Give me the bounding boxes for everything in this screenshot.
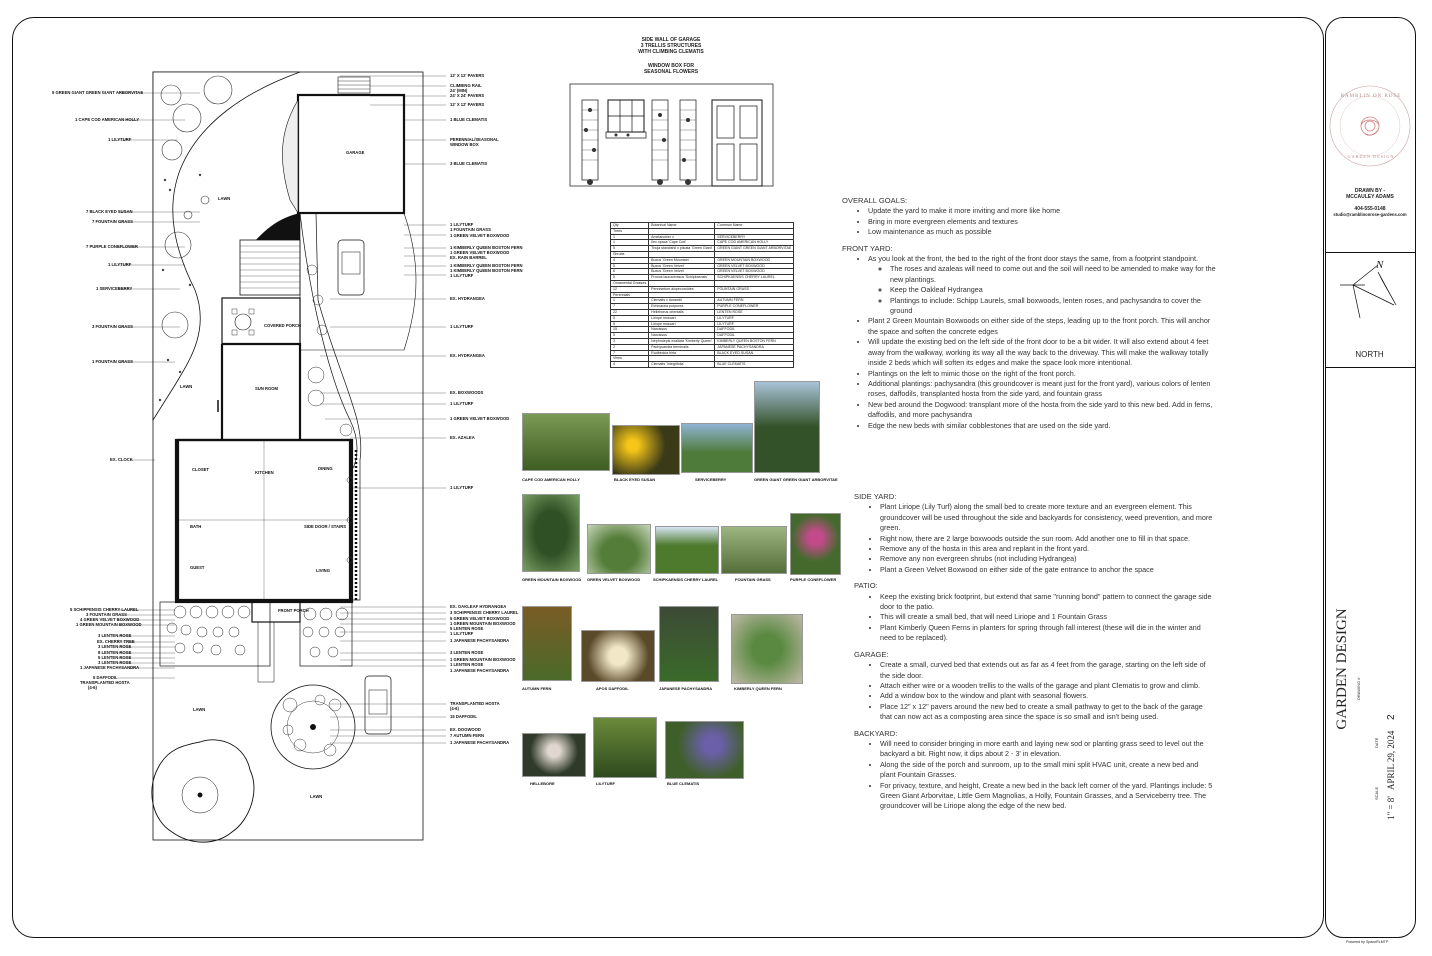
photo-fountain-grass — [721, 526, 787, 574]
plant-label: 1 LILYTURF — [450, 485, 474, 490]
window-box-label — [626, 63, 716, 75]
photo-label: GREEN VELVET BOXWOOD — [587, 577, 641, 582]
side-yard-list — [854, 502, 1214, 575]
plant-label: 1 GREEN VELVET BOXWOOD — [450, 233, 510, 238]
plant-label: WINDOW BOX — [450, 142, 479, 147]
table-cell: Pennisetum alopecuroides — [649, 286, 715, 292]
table-cell: FOUNTAIN GRASS — [715, 286, 794, 292]
photo-cherry-laurel — [655, 526, 719, 574]
window-box-label-line: WINDOW BOX FOR — [647, 63, 695, 69]
photo-label: GREEN GIANT GREEN GIANT ARBORVITAE — [754, 477, 838, 482]
overall-goals-list — [842, 206, 1222, 237]
photo-black-eyed-susan — [612, 425, 680, 475]
section-title: OVERALL GOALS: — [842, 196, 908, 205]
table-cell: DAFFODIL — [715, 327, 794, 333]
plant-label: 1 LENTEN ROSE — [450, 662, 484, 667]
photo-label: BLACK EYED SUSAN — [614, 477, 656, 482]
list-item: • Additional plantings: pachysandra (this groundcover is meant just for the front yard), various colors of lenten roses, daffodils, transplanted hosta from the side yard, and fountain grass — [868, 379, 1222, 400]
front-shrubs — [167, 606, 348, 657]
side-boxwoods — [307, 265, 353, 563]
section-title: GARAGE: — [854, 649, 889, 659]
front-walkway — [258, 622, 274, 682]
window-box-label-line: SEASONAL FLOWERS — [643, 69, 699, 75]
table-cell: 4 — [611, 257, 649, 263]
table-cell: DAFFODIL — [715, 333, 794, 339]
plant-label: 1 SERVICEBERRY — [96, 286, 133, 291]
photo-green-mountain-boxwood — [522, 494, 580, 572]
photo-daffodil — [581, 630, 655, 682]
table-cell: 2 — [611, 344, 649, 350]
photo-pachysandra — [659, 606, 719, 682]
area-sun-room: SUN ROOM — [255, 386, 279, 391]
plant-label: EX. BOXWOODS — [450, 390, 484, 395]
table-cell: Liriope muscari — [649, 315, 715, 321]
photo-blue-clematis — [665, 721, 744, 779]
area-guest: GUEST — [190, 565, 205, 570]
plant-label: EX. HYDRANGEA — [450, 353, 485, 358]
photo-holly — [522, 413, 610, 471]
plant-label: 1 LILYTURF — [450, 631, 474, 636]
scale-value: 1" = 8' — [1386, 796, 1396, 820]
plant-label: 3 LENTEN ROSE — [98, 644, 132, 649]
photo-serviceberry — [681, 423, 753, 473]
list-item: • Plantings on the left to mimic those on the right of the front porch. — [868, 369, 1222, 379]
table-cell: BLUE CLEMATIS — [715, 362, 794, 368]
list-item: • New bed around the Dogwood: transplant more of the hosta from the side yard to this new bed. Add in ferns, daffodils, and more pachysandra — [868, 400, 1222, 421]
plant-label: CLIMBING RAIL — [450, 83, 482, 88]
area-living: LIVING — [316, 568, 330, 573]
table-cell: Amelanchier x — [649, 234, 715, 240]
list-item: • Low maintenance as much as possible — [868, 227, 1222, 237]
table-cell: 7 — [611, 350, 649, 356]
table-cell: Narcissus — [649, 327, 715, 333]
table-cell: 15 — [611, 327, 649, 333]
table-cell: 12 — [611, 286, 649, 292]
photo-label: CAPE COD AMERICAN HOLLY — [522, 477, 580, 482]
section-title: PATIO: — [854, 581, 878, 591]
plant-label: EX. CHERRY TREE — [97, 639, 135, 644]
plant-label: 5 GREEN GIANT GREEN GIANT ARBORVITAE — [52, 90, 144, 95]
table-cell: Ornamental Grasses — [611, 280, 649, 286]
plant-label: PERENNIAL/SEASONAL — [450, 137, 499, 142]
plant-label: 1 JAPANESE PACHYSANDRA — [80, 665, 140, 670]
contact-email: studio@ramblinonrose-gardens.com — [1333, 212, 1407, 217]
table-cell: CAPE COD AMERICAN HOLLY — [715, 240, 794, 246]
plant-label: 1 LILYTURF — [108, 262, 132, 267]
table-cell: GREEN MOUNTAIN BOXWOOD — [715, 257, 794, 263]
date-value: APRIL 29, 2024 — [1386, 730, 1396, 790]
table-cell: Nephrolepis exaltata 'Kimberly Queen' — [649, 338, 715, 344]
logo-line: RAMBLIN ON ROSE — [1340, 94, 1402, 99]
plant-label: EX. HYDRANGEA — [450, 296, 485, 301]
list-item: • Add a window box to the window and plant with seasonal flowers. — [880, 691, 1214, 701]
table-cell: 5 — [611, 263, 649, 269]
plant-label: 1 KIMBERLY QUEEN BOSTON FERN — [450, 268, 523, 273]
table-cell: 1 — [611, 240, 649, 246]
photo-label: HELLEBORE — [530, 781, 555, 786]
list-item: • Along the side of the porch and sunroom, up to the small mini split HVAC unit, create a new bed and plant Fountain Grasses. — [880, 760, 1214, 781]
table-cell: 6 — [611, 269, 649, 275]
table-cell: Buxus 'Green Mountain' — [649, 257, 715, 263]
table-cell: JAPANESE PACHYSANDRA — [715, 344, 794, 350]
table-cell: Ilex opaca 'Cape Cod' — [649, 240, 715, 246]
list-item: • Edge the new beds with similar cobblestones that are used on the side yard. — [868, 421, 1222, 431]
area-lawn: LAWN — [193, 707, 206, 712]
elevation-title-line: SIDE WALL OF GARAGE — [641, 37, 701, 43]
date-label: DATE — [1374, 737, 1379, 748]
table-cell: 4 — [611, 362, 649, 368]
table-cell: Buxus 'Green Velvet' — [649, 269, 715, 275]
plant-label: 1 JAPANESE PACHYSANDRA — [450, 740, 510, 745]
list-item: • Place 12" x 12" pavers around the new bed to create a small pathway to get to the back of the garage that can now act as a composting area since the space is so small and isn't being used. — [880, 702, 1214, 723]
photo-label: APOS DAFFODIL — [596, 686, 629, 691]
list-item: • Remove any of the hosta in this area and replant in the front yard. — [880, 544, 1214, 554]
plant-label: EX. OAKLEAF HYDRANGEA — [450, 604, 507, 609]
photo-label: LILYTURF — [596, 781, 615, 786]
plant-label: 1 CAPE COD AMERICAN HOLLY — [75, 117, 140, 122]
area-garage: GARAGE — [346, 150, 365, 155]
table-cell: 1 — [611, 298, 649, 304]
table-cell: Prunus laurocerasus 'Schipkaensis' — [649, 275, 715, 281]
photo-lilyturf — [593, 717, 657, 778]
table-cell: LILYTURF — [715, 321, 794, 327]
area-lawn: LAWN — [180, 384, 193, 389]
list-item: • Remove any non evergreen shrubs (not including Hydrangea) — [880, 554, 1214, 564]
plant-label: 8 LENTEN ROSE — [98, 650, 132, 655]
plant-label: TRANSPLANTED HOSTA — [80, 680, 130, 685]
plant-label: 7 AUTUMN FERN — [450, 733, 485, 738]
brick-patio — [240, 240, 300, 295]
table-cell: AUTUMN FERN — [715, 298, 794, 304]
section-title: FRONT YARD: — [842, 243, 893, 253]
list-item: • Keep the existing brick footprint, but extend that same "running bond" pattern to connect the garage side door to the patio. — [880, 592, 1214, 613]
plant-label: EX. CLOCK — [110, 457, 133, 462]
photo-purple-coneflower — [790, 513, 841, 575]
logo-line: GARDEN DESIGN — [1347, 154, 1395, 159]
photo-label: JAPANESE PACHYSANDRA — [659, 686, 713, 691]
contact-phone: 404-555-0148 — [1354, 206, 1386, 212]
plant-label: 1 GREEN MOUNTAIN BOXWOOD — [450, 657, 516, 662]
patio-table — [235, 314, 251, 330]
table-cell: Rudbeckia hirta — [649, 350, 715, 356]
table-cell: Common Name — [715, 223, 794, 229]
table-cell: 1 — [611, 234, 649, 240]
list-item: • Will update the existing bed on the left side of the front door to be a bit wider. It will also extend about 4 feet away from the walkway, working its way all the way back to the driveway. This will make the walkway totally inside 2 beds which will soften its edges and make the space look more intentional. — [868, 337, 1222, 368]
photo-label: BLUE CLEMATIS — [667, 781, 700, 786]
plant-label: 3 FOUNTAIN GRASS — [92, 324, 133, 329]
photo-label: KIMBERLY QUEEN FERN — [734, 686, 782, 691]
table-cell: 5 — [611, 315, 649, 321]
table-cell: Pachysandra terminalis — [649, 344, 715, 350]
table-cell: Vines — [611, 356, 649, 362]
list-item: ◦ The roses and azaleas will need to come out and the soil will need to be amended to make way for the new plantings. — [890, 264, 1222, 285]
table-cell: Clematis x durandii — [649, 298, 715, 304]
plant-label: 24' (MIN) — [450, 88, 468, 93]
table-cell: Clematis 'Integrifolia' — [649, 362, 715, 368]
logo-text — [1338, 94, 1404, 99]
north-letter: N — [1376, 259, 1384, 271]
table-cell: 7 — [611, 304, 649, 310]
plant-label: TRANSPLANTED HOSTA — [450, 701, 500, 706]
table-cell: GREEN GIANT GREEN GIANT ARBORVITAE — [715, 246, 794, 252]
table-cell: GREEN VELVET BOXWOOD — [715, 269, 794, 275]
table-cell: Thuja standishii x plicata 'Green Giant' — [649, 246, 715, 252]
table-cell: KIMBERLY QUEEN BOSTON FERN — [715, 338, 794, 344]
design-notes-lower — [854, 492, 1214, 818]
photo-label: PURPLE CONEFLOWER — [790, 577, 837, 582]
elevation-title — [626, 37, 716, 55]
plant-label: 1 LILYTURF — [450, 273, 474, 278]
area-dining: DINING — [318, 466, 333, 471]
garage-elevation — [570, 84, 773, 186]
table-cell: Perennials — [611, 292, 649, 298]
table-cell: SERVICEBERRY — [715, 234, 794, 240]
plant-label: 5 LENTEN ROSE — [98, 655, 132, 660]
table-cell: LILYTURF — [715, 315, 794, 321]
drawn-by-label: DRAWN BY - — [1354, 188, 1386, 194]
list-item: ◦ Keep the Oakleaf Hydrangea — [890, 285, 1222, 295]
plant-label: 3 BLUE CLEMATIS — [450, 161, 488, 166]
section-title: BACKYARD: — [854, 728, 898, 738]
plant-label: 3 LENTEN ROSE — [98, 660, 132, 665]
plant-label: (4-6) — [450, 706, 459, 711]
plant-label: EX. RAIN BARREL — [450, 255, 487, 260]
plant-label: 5 DAFFODIL — [93, 675, 118, 680]
plant-label: 1 LILYTURF — [450, 324, 474, 329]
plant-label: 5 SCHIPPENSIS CHERRY LAUREL — [70, 607, 139, 612]
list-item: • Update the yard to make it more inviting and more like home — [868, 206, 1222, 216]
area-lawn: LAWN — [218, 196, 231, 201]
plant-label: 1 GREEN VELVET BOXWOOD — [450, 250, 510, 255]
list-item: • Plant 2 Green Mountain Boxwoods on either side of the steps, leading up to the front porch. This will anchor the space and soften the concrete edges — [868, 316, 1222, 337]
list-item: • Attach either wire or a wooden trellis to the walls of the garage and plant Clematis to grow and climb. — [880, 681, 1214, 691]
table-cell: PURPLE CONEFLOWER — [715, 304, 794, 310]
sheet-title: GARDEN DESIGN — [1334, 608, 1350, 730]
plant-label: 7 FOUNTAIN GRASS — [92, 219, 133, 224]
photo-label: AUTUMN FERN — [522, 686, 552, 691]
list-item: • This will create a small bed, that will need Liriope and 1 Fountain Grass — [880, 612, 1214, 622]
photo-arborvitae — [754, 381, 820, 473]
table-cell: 5 — [611, 321, 649, 327]
plant-label: 5 LENTEN ROSE — [450, 626, 484, 631]
area-covered-porch: COVERED PORCH — [264, 323, 301, 328]
covered-porch — [222, 298, 300, 344]
plant-label: 3 LENTEN ROSE — [450, 650, 484, 655]
table-cell: Narcissus — [649, 333, 715, 339]
plant-schedule-table — [610, 222, 794, 368]
existing-tree — [152, 740, 254, 842]
plant-label: 3 LENTEN ROSE — [98, 633, 132, 638]
table-cell: LENTEN ROSE — [715, 309, 794, 315]
list-item: • Plant Liriope (Lily Turf) along the small bed to create more texture and an evergreen element. This groundcover will be used throughout the side and backyards for consistency, weed prevention, and more green. — [880, 502, 1214, 533]
plant-label: 1 GREEN VELVET BOXWOOD — [450, 416, 510, 421]
garage-list — [854, 660, 1214, 722]
table-cell: Qty — [611, 223, 649, 229]
table-cell: Botanical Name — [649, 223, 715, 229]
north-label: NORTH — [1355, 350, 1384, 359]
table-cell: 3 — [611, 338, 649, 344]
table-cell: 5 — [611, 275, 649, 281]
table-cell: 22 — [611, 309, 649, 315]
plant-label: 1 LILYTURF — [450, 401, 474, 406]
table-row — [611, 362, 794, 368]
table-cell: Liriope muscari — [649, 321, 715, 327]
area-side-door: SIDE DOOR / STAIRS — [304, 524, 347, 529]
scale-label: SCALE — [1374, 786, 1379, 800]
list-item-text: As you look at the front, the bed to the right of the front door stays the same, from a footprint standpoint. — [868, 254, 1199, 264]
plant-label: EX. AZALEA — [450, 435, 475, 440]
plant-label: 1 KIMBERLY QUEEN BOSTON FERN — [450, 245, 523, 250]
plant-label: 1 GREEN MOUNTAIN BOXWOOD — [450, 621, 516, 626]
drawn-by-name: MCCAULEY ADAMS — [1346, 194, 1394, 200]
drawing-number-block — [1320, 560, 1350, 700]
plant-label: 1 FOUNTAIN GRASS — [450, 227, 491, 232]
plant-label: 4 GREEN VELVET BOXWOOD — [80, 617, 140, 622]
photo-label: SCHIPKAENSIS CHERRY LAUREL — [653, 577, 719, 582]
list-item: • Right now, there are 2 large boxwoods outside the sun room. Add another one to fill in that space. — [880, 534, 1214, 544]
plant-label: EX. DOGWOOD — [450, 727, 481, 732]
plant-label: 1 FOUNTAIN GRASS — [92, 359, 133, 364]
plant-label: 1 BLUE CLEMATIS — [450, 117, 488, 122]
list-item: • Plant a Green Velvet Boxwood on either side of the gate entrance to anchor the space — [880, 565, 1214, 575]
list-item: • Create a small, curved bed that extends out as far as 4 feet from the garage, starting on the left side of the side door. — [880, 660, 1214, 681]
table-cell: Helleborus orientalis — [649, 309, 715, 315]
table-cell: 5 — [611, 246, 649, 252]
photo-green-velvet-boxwood — [587, 524, 651, 574]
plant-label: 7 PURPLE CONEFLOWER — [86, 244, 138, 249]
table-cell: SCHIPKAENSIS CHERRY LAUREL — [715, 275, 794, 281]
list-item: • Bring in more evergreen elements and textures — [868, 217, 1222, 227]
drawing-no-label: DRAWING # — [1356, 677, 1361, 700]
photo-label: GREEN MOUNTAIN BOXWOOD — [522, 577, 582, 582]
table-cell: Buxus 'Green Velvet' — [649, 263, 715, 269]
area-lawn: LAWN — [310, 794, 323, 799]
plant-label: 1 LILYTURF — [108, 137, 132, 142]
front-yard-list — [842, 254, 1222, 431]
photo-autumn-fern — [522, 606, 572, 681]
area-kitchen: KITCHEN — [255, 470, 274, 475]
elevation-title-line: WITH CLIMBING CLEMATIS — [638, 49, 704, 55]
area-bath: BATH — [190, 524, 202, 529]
plant-label: 12' X 12' PAVERS — [450, 73, 485, 78]
photo-kimberly-fern — [731, 614, 803, 684]
list-item: • Will need to consider bringing in more earth and laying new sod or planting grass seed to level out the backyard a bit. Right now, it dips about 2 - 3' in elevation. — [880, 739, 1214, 760]
plant-label: 3 SCHIPPENSIS CHERRY LAUREL — [450, 610, 519, 615]
plant-label: 7 BLACK EYED SUSAN — [86, 209, 133, 214]
plant-label: 1 JAPANESE PACHYSANDRA — [450, 638, 510, 643]
drawing-no: 2 — [1386, 714, 1397, 720]
photo-label: SERVICEBERRY — [695, 477, 727, 482]
plant-label: 3 FOUNTAIN GRASS — [86, 612, 127, 617]
plant-label: 1 GREEN MOUNTAIN BOXWOOD — [76, 622, 142, 627]
plant-label: 1 KIMBERLY QUEEN BOSTON FERN — [450, 263, 523, 268]
photo-label: FOUNTAIN GRASS — [735, 577, 771, 582]
front-left-bed — [160, 602, 270, 666]
table-cell: BLACK EYED SUSAN — [715, 350, 794, 356]
list-item: • For privacy, texture, and height, Create a new bed in the back left corner of the yard. Plantings include: 5 Green Giant Arborvitae, Little Gem Magnolias, a Holly, Fountain Grasses, and a Serviceberry tree. The groundcover will be Liriope along the edge of the new bed. — [880, 781, 1214, 812]
table-cell: 5 — [611, 333, 649, 339]
logo-text-bottom — [1338, 154, 1404, 159]
photo-hellebore — [522, 733, 586, 777]
plant-label: 5 GREEN VELVET BOXWOOD — [450, 616, 510, 621]
plant-label: (4-6) — [88, 685, 97, 690]
plant-label: 1 LILYTURF — [450, 222, 474, 227]
area-closet: CLOSET — [192, 467, 209, 472]
drawn-by — [1328, 188, 1412, 218]
front-yard-sublist — [868, 264, 1222, 316]
table-cell: Shrubs — [611, 251, 649, 257]
patio-list — [854, 592, 1214, 644]
design-notes — [842, 196, 1222, 437]
table-cell: Trees — [611, 228, 649, 234]
table-cell: GREEN VELVET BOXWOOD — [715, 263, 794, 269]
powered-by: Powered by SpaceRLMTP — [1346, 940, 1389, 944]
area-front-porch: FRONT PORCH — [278, 608, 309, 613]
elevation-title-line: 3 TRELLIS STRUCTURES — [640, 43, 702, 49]
section-title: SIDE YARD: — [854, 492, 897, 501]
list-item: • Plant Kimberly Queen Ferns in planters for spring through fall interest (these will die in the winter and need to be replaced). — [880, 623, 1214, 644]
list-item — [868, 254, 1222, 316]
backyard-list — [854, 739, 1214, 812]
plant-label: 24' X 24' PAVERS — [450, 93, 485, 98]
table-cell: Echinacea purpurea — [649, 304, 715, 310]
list-item: ◦ Plantings to include: Schipp Laurels, small boxwoods, lenten roses, and pachysandra to cover the ground — [890, 296, 1222, 317]
plant-label: 15 DAFFODIL — [450, 714, 477, 719]
plant-label: 12' X 12' PAVERS — [450, 102, 485, 107]
plant-label: 1 JAPANESE PACHYSANDRA — [450, 668, 510, 673]
